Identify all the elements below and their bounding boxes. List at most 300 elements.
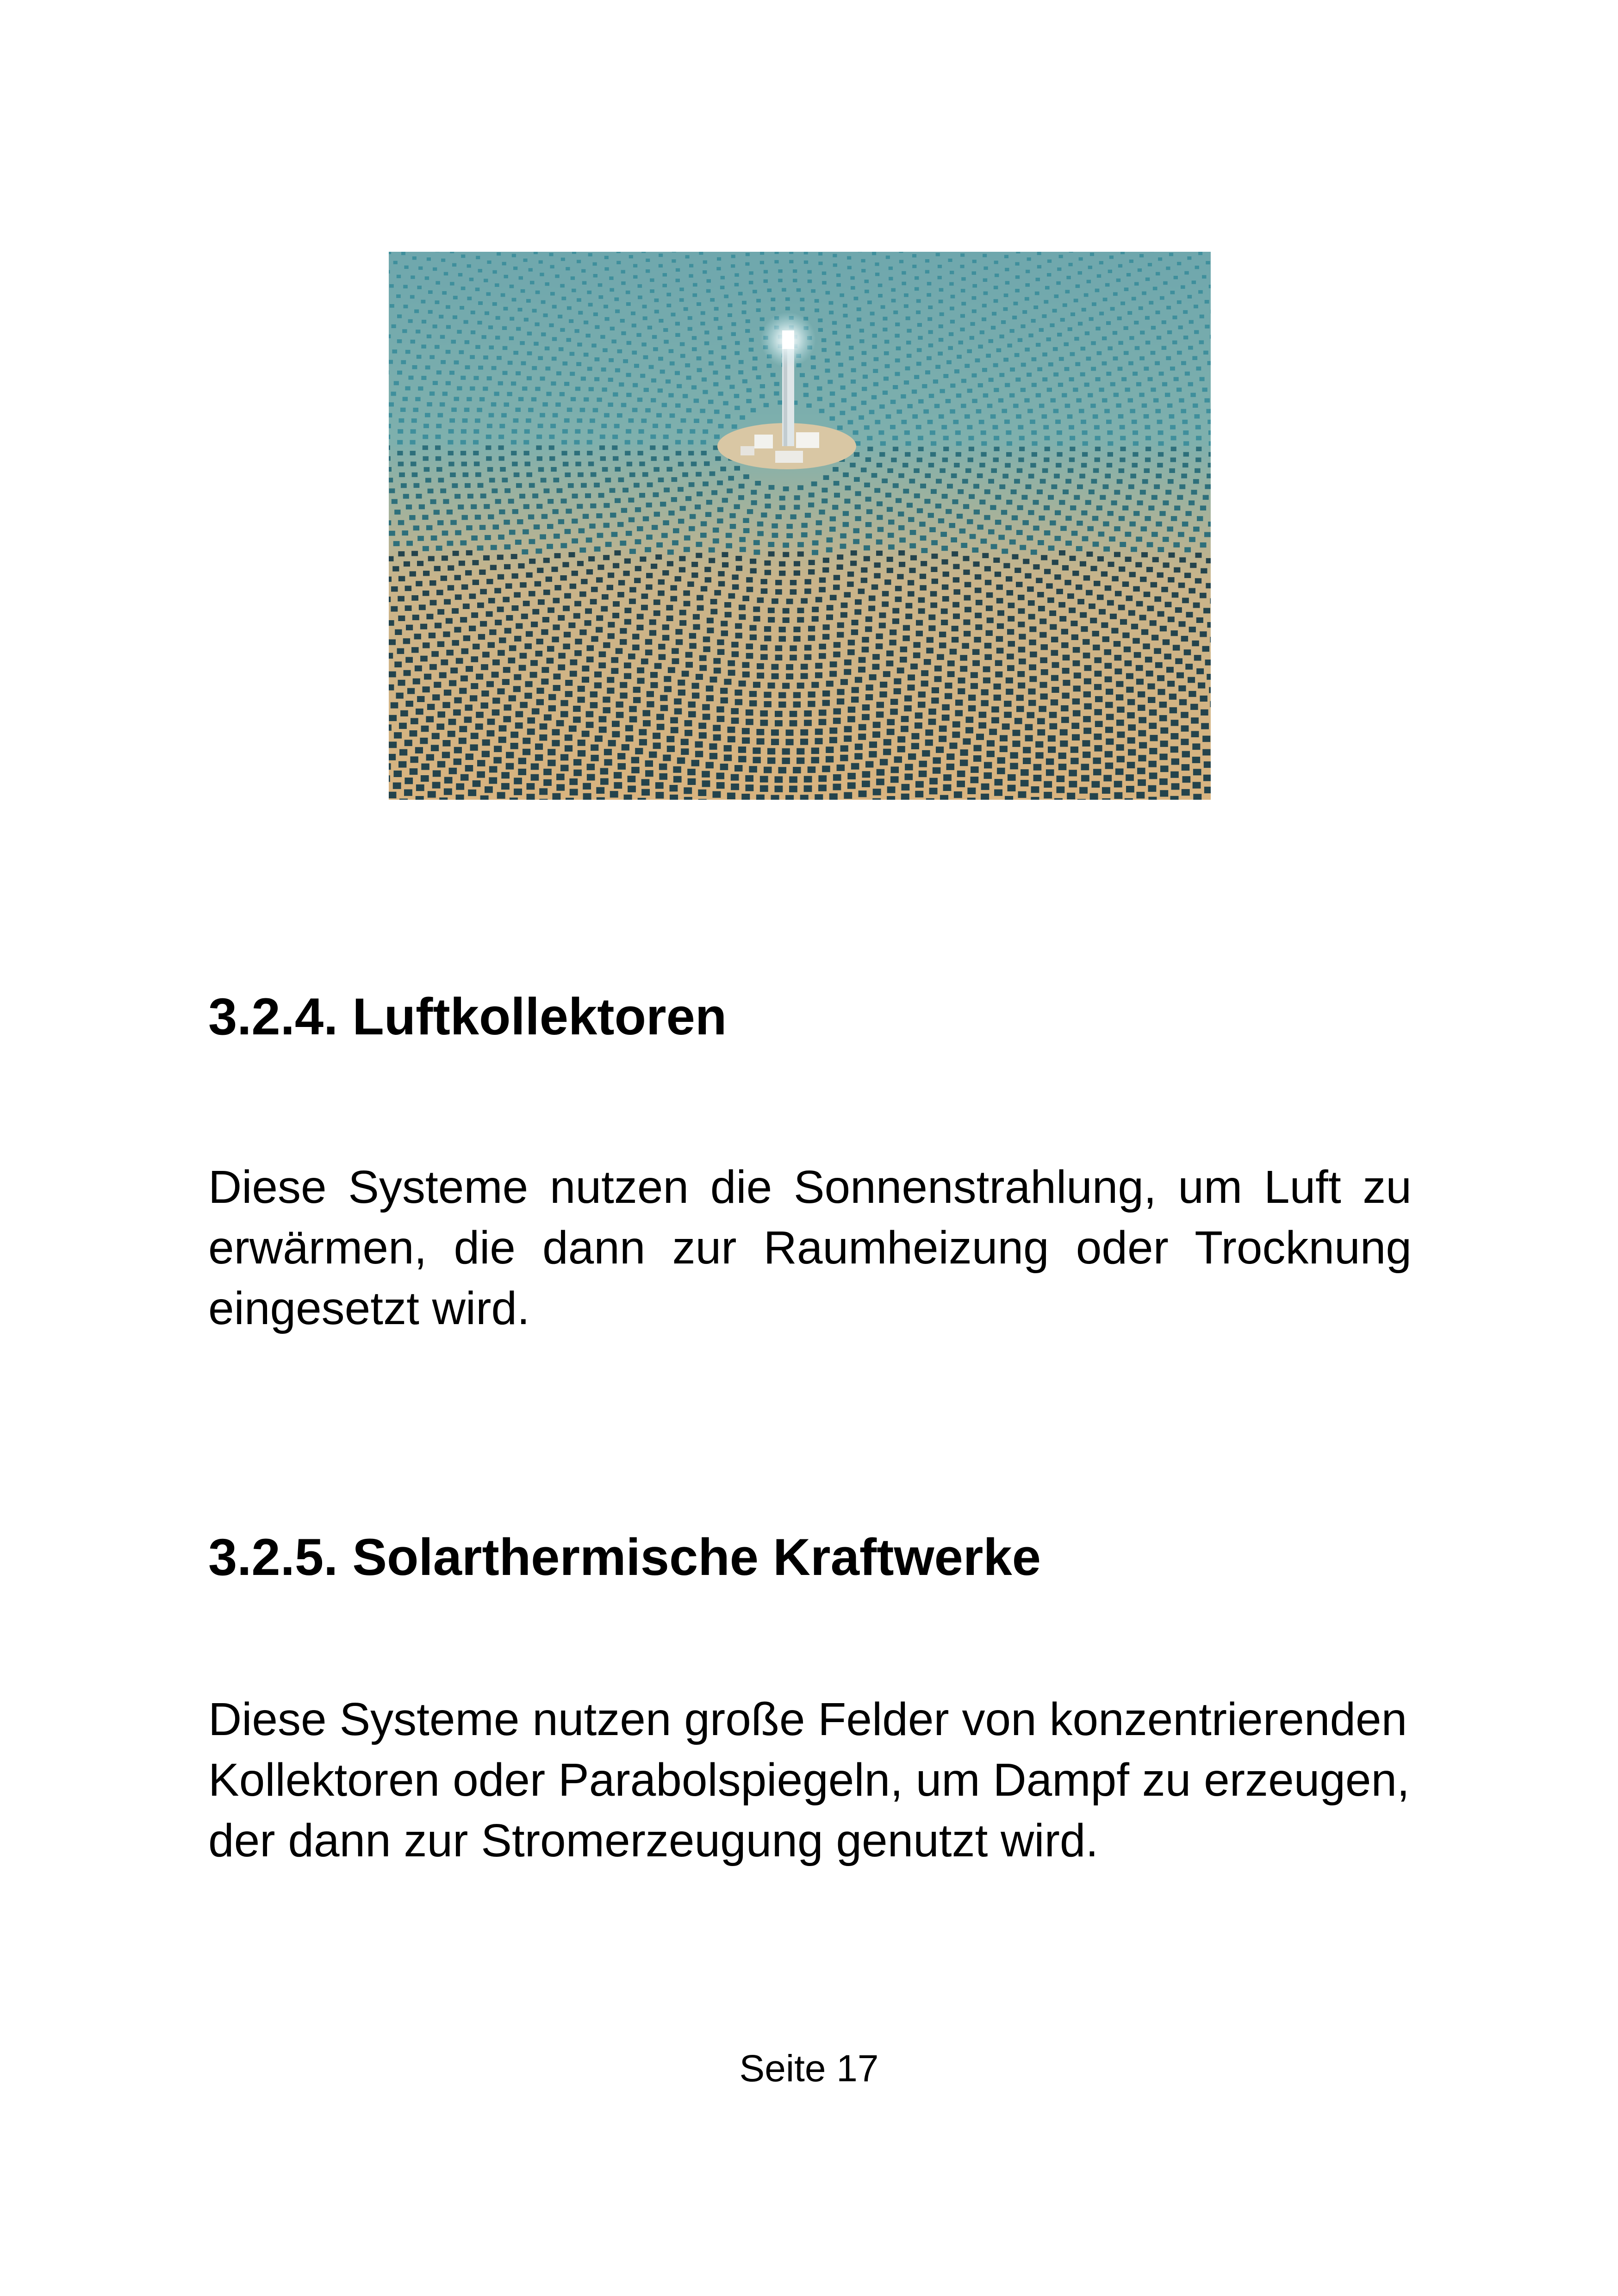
heliostat-mirror [1106,739,1114,745]
heliostat-mirror [713,725,721,731]
heliostat-mirror [389,684,394,691]
heliostat-mirror [420,656,428,662]
heliostat-mirror [1028,474,1034,479]
heliostat-mirror [682,473,688,477]
heliostat-mirror [554,585,561,591]
heliostat-mirror [930,452,936,457]
heliostat-mirror [617,349,622,354]
heliostat-mirror [821,498,828,504]
heliostat-mirror [529,539,535,544]
heliostat-mirror [1073,710,1081,716]
heliostat-mirror [551,381,556,386]
heliostat-mirror [1182,463,1189,467]
heliostat-mirror [492,302,497,306]
heliostat-mirror [475,345,480,349]
heliostat-mirror [523,529,529,535]
heliostat-mirror [786,599,793,604]
heliostat-mirror [1203,495,1209,500]
heliostat-mirror [643,710,651,716]
heliostat-mirror [859,415,864,419]
heliostat-mirror [651,379,656,383]
heliostat-mirror [897,746,905,753]
heliostat-mirror [746,577,753,583]
heliostat-mirror [915,791,923,797]
heliostat-mirror [950,271,954,274]
heliostat-mirror [667,561,673,566]
heliostat-mirror [789,260,793,263]
heliostat-mirror [594,682,602,688]
heliostat-mirror [591,343,597,347]
heliostat-mirror [688,327,692,331]
heliostat-mirror [1003,358,1008,362]
heliostat-mirror [793,636,800,641]
heliostat-mirror [815,728,823,735]
heliostat-mirror [716,706,724,712]
heliostat-mirror [1106,420,1112,424]
heliostat-mirror [1074,299,1078,302]
heliostat-mirror [875,420,880,424]
heliostat-mirror [843,314,848,317]
heliostat-mirror [869,674,877,680]
heliostat-mirror [1046,337,1051,341]
heliostat-mirror [1046,759,1054,765]
heliostat-mirror [504,403,510,407]
heliostat-mirror [398,596,404,602]
heliostat-mirror [398,616,405,621]
heliostat-mirror [454,397,459,401]
heliostat-mirror [790,580,797,585]
heliostat-mirror [1042,414,1047,418]
heliostat-mirror [1134,282,1139,286]
heliostat-mirror [1036,393,1041,398]
heliostat-mirror [790,646,797,651]
heliostat-mirror [1105,727,1113,733]
heliostat-mirror [975,574,981,580]
heliostat-mirror [568,622,575,628]
heliostat-mirror [902,271,906,275]
heliostat-mirror [1058,764,1067,770]
heliostat-mirror [640,374,645,378]
heliostat-mirror [506,615,513,621]
heliostat-mirror [893,447,898,451]
heliostat-mirror [481,691,489,697]
heliostat-mirror [714,410,720,414]
heliostat-mirror [389,284,394,288]
heliostat-mirror [952,499,958,504]
heliostat-mirror [412,256,417,260]
heliostat-mirror [883,749,891,755]
heliostat-mirror [683,394,688,398]
heliostat-mirror [389,556,394,561]
heliostat-mirror [520,702,528,708]
heliostat-mirror [942,596,949,602]
heliostat-mirror [1142,479,1148,484]
heliostat-mirror [543,779,552,786]
heliostat-mirror [861,401,867,405]
heliostat-mirror [432,733,440,740]
heliostat-mirror [410,451,416,455]
heliostat-mirror [854,753,862,759]
heliostat-mirror [423,642,430,648]
heliostat-mirror [596,513,602,518]
heliostat-mirror [1022,520,1029,525]
heliostat-mirror [1002,723,1010,729]
heliostat-mirror [1058,753,1066,759]
heliostat-mirror [624,673,631,679]
heliostat-mirror [778,279,783,282]
heliostat-mirror [428,290,433,294]
heliostat-mirror [738,370,743,374]
heliostat-mirror [993,363,998,367]
heliostat-mirror [637,667,644,673]
heliostat-mirror [685,255,690,258]
heliostat-mirror [909,543,916,548]
heliostat-mirror [646,585,653,590]
heliostat-mirror [905,441,911,446]
heliostat-mirror [979,463,985,467]
heliostat-mirror [639,493,645,498]
heliostat-mirror [848,640,855,645]
heliostat-mirror [1182,776,1191,783]
heliostat-mirror [436,370,442,374]
heliostat-mirror [783,542,789,548]
heliostat-mirror [666,304,671,307]
heliostat-mirror [475,287,480,291]
heliostat-mirror [901,420,907,424]
heliostat-mirror [683,591,690,596]
heliostat-mirror [653,424,658,429]
heliostat-mirror [1127,712,1135,718]
heliostat-mirror [852,392,857,397]
heliostat-mirror [1159,753,1167,760]
heliostat-mirror [604,749,612,755]
heliostat-mirror [675,404,681,408]
heliostat-mirror [822,700,830,706]
heliostat-mirror [1137,768,1145,774]
heliostat-mirror [929,778,938,784]
heliostat-mirror [659,773,667,780]
heliostat-mirror [873,789,881,795]
heliostat-mirror [786,533,793,538]
heliostat-mirror [1017,671,1025,677]
heliostat-mirror [1136,665,1143,671]
heliostat-mirror [569,726,577,732]
heliostat-mirror [526,631,533,637]
heliostat-mirror [1092,631,1099,636]
heliostat-mirror [1179,699,1187,705]
heliostat-mirror [555,274,559,278]
heliostat-mirror [473,440,479,445]
heliostat-mirror [642,305,647,308]
heliostat-mirror [1094,709,1102,715]
heliostat-mirror [467,297,472,300]
heliostat-mirror [960,749,968,756]
heliostat-mirror [778,767,787,773]
heliostat-mirror [939,632,946,637]
heliostat-mirror [1037,729,1045,736]
heliostat-mirror [866,684,873,691]
heliostat-mirror [1091,367,1096,371]
heliostat-mirror [936,253,940,256]
heliostat-mirror [411,340,416,343]
heliostat-mirror [465,765,473,772]
heliostat-mirror [411,461,417,466]
heliostat-mirror [767,758,775,764]
heliostat-mirror [790,711,797,717]
heliostat-mirror [637,440,643,445]
heliostat-mirror [446,618,453,624]
heliostat-mirror [536,504,542,509]
heliostat-mirror [707,419,713,423]
heliostat-mirror [479,525,486,530]
heliostat-mirror [809,492,815,497]
heliostat-mirror [446,305,450,309]
heliostat-mirror [397,371,402,375]
heliostat-mirror [1164,653,1171,660]
heliostat-mirror [1027,712,1035,718]
heliostat-mirror [760,645,768,650]
heliostat-mirror [771,795,779,800]
heliostat-mirror [797,608,804,613]
heliostat-mirror [918,691,926,697]
heliostat-mirror [470,355,475,359]
heliostat-mirror [561,451,567,455]
heliostat-mirror [775,786,783,792]
heliostat-mirror [573,613,580,619]
heliostat-mirror [438,478,444,482]
heliostat-mirror [1207,674,1211,680]
heliostat-mirror [681,418,686,423]
heliostat-mirror [1119,468,1125,473]
heliostat-mirror [898,473,904,478]
heliostat-mirror [1156,473,1162,478]
heliostat-mirror [691,572,698,578]
heliostat-mirror [524,643,532,649]
heliostat-mirror [679,287,684,291]
heliostat-mirror [941,609,948,614]
heliostat-mirror [426,716,434,722]
heliostat-mirror [424,467,430,472]
heliostat-mirror [397,275,401,279]
heliostat-mirror [527,351,532,355]
heliostat-mirror [706,500,712,505]
heliostat-mirror [760,317,765,321]
heliostat-mirror [1056,281,1061,285]
heliostat-mirror [553,685,560,691]
heliostat-mirror [629,517,635,523]
heliostat-mirror [981,700,989,706]
heliostat-mirror [649,752,657,758]
heliostat-mirror [692,336,697,340]
heliostat-mirror [1035,752,1043,759]
heliostat-mirror [938,276,942,280]
heliostat-mirror [435,445,441,450]
heliostat-mirror [1203,775,1211,781]
heliostat-mirror [420,738,428,744]
heliostat-mirror [1108,511,1114,516]
heliostat-mirror [1181,725,1189,732]
heliostat-mirror [462,515,468,520]
heliostat-mirror [429,355,435,359]
heliostat-mirror [1057,333,1062,336]
heliostat-mirror [1150,620,1157,626]
heliostat-mirror [487,719,495,725]
heliostat-mirror [979,420,984,424]
heliostat-mirror [540,377,545,381]
heliostat-mirror [927,356,932,361]
heliostat-mirror [1015,289,1020,292]
heliostat-mirror [548,749,555,755]
heliostat-mirror [651,398,656,402]
heliostat-mirror [843,473,849,477]
heliostat-mirror [547,544,553,549]
heliostat-mirror [738,495,744,500]
heliostat-mirror [948,346,953,350]
heliostat-mirror [971,766,979,773]
heliostat-mirror [697,368,702,372]
heliostat-mirror [448,566,454,571]
heliostat-mirror [1179,557,1186,562]
heliostat-mirror [1047,597,1054,603]
heliostat-mirror [1170,425,1176,429]
heliostat-mirror [930,603,937,608]
heliostat-mirror [691,760,699,766]
heliostat-mirror [502,262,506,265]
heliostat-mirror [553,673,560,679]
heliostat-mirror [703,390,708,394]
heliostat-mirror [694,419,699,423]
heliostat-mirror [775,589,782,595]
heliostat-mirror [695,504,701,510]
heliostat-mirror [456,784,464,790]
heliostat-mirror [461,376,466,380]
heliostat-mirror [391,392,396,396]
heliostat-mirror [1016,706,1024,712]
heliostat-mirror [1154,648,1161,654]
heliostat-mirror [484,279,488,282]
heliostat-mirror [976,734,984,740]
heliostat-mirror [1128,398,1133,402]
heliostat-mirror [487,424,492,429]
heliostat-mirror [1151,582,1157,588]
heliostat-mirror [1047,388,1052,392]
heliostat-mirror [518,769,526,775]
heliostat-mirror [626,302,631,306]
heliostat-mirror [995,672,1002,678]
heliostat-mirror [646,503,652,508]
heliostat-mirror [410,440,416,445]
heliostat-mirror [761,512,767,517]
heliostat-mirror [535,581,541,587]
heliostat-mirror [895,323,900,326]
heliostat-mirror [658,478,664,482]
heliostat-mirror [749,691,757,697]
heliostat-mirror [449,680,456,686]
heliostat-mirror [482,751,490,757]
heliostat-mirror [1098,532,1105,537]
heliostat-mirror [991,468,997,473]
heliostat-mirror [1064,342,1069,346]
heliostat-mirror [610,513,616,518]
heliostat-mirror [664,488,670,492]
heliostat-mirror [707,279,711,283]
heliostat-mirror [524,451,529,455]
heliostat-mirror [427,704,435,710]
heliostat-mirror [895,359,900,363]
heliostat-mirror [1012,554,1019,559]
heliostat-mirror [532,609,539,615]
heliostat-mirror [771,373,776,377]
heliostat-mirror [907,354,912,358]
heliostat-mirror [838,363,843,367]
heliostat-mirror [429,664,437,670]
heliostat-mirror [947,671,955,677]
heliostat-mirror [684,787,692,794]
heliostat-mirror [477,603,484,608]
heliostat-mirror [888,533,894,538]
heliostat-mirror [552,637,559,642]
heliostat-mirror [1184,271,1189,275]
heliostat-mirror [886,660,894,666]
heliostat-mirror [1208,452,1211,457]
heliostat-mirror [920,484,926,488]
heliostat-mirror [921,681,928,687]
heliostat-mirror [452,263,456,267]
heliostat-mirror [473,451,479,455]
heliostat-mirror [477,760,485,766]
heliostat-mirror [1210,310,1211,313]
heliostat-mirror [721,621,728,626]
heliostat-mirror [446,650,454,656]
heliostat-mirror [443,631,450,637]
heliostat-mirror [501,413,507,417]
heliostat-mirror [643,720,651,726]
heliostat-mirror [884,739,891,746]
heliostat-mirror [461,676,468,682]
heliostat-mirror [874,357,879,361]
heliostat-mirror [682,671,689,677]
heliostat-mirror [589,387,594,391]
heliostat-mirror [965,414,970,418]
heliostat-mirror [978,383,983,387]
heliostat-mirror [865,522,872,527]
heliostat-mirror [1008,603,1015,608]
heliostat-mirror [872,654,880,660]
heliostat-mirror [666,616,673,621]
heliostat-mirror [603,707,611,713]
heliostat-mirror [1131,624,1138,629]
heliostat-mirror [978,722,986,728]
heliostat-mirror [394,381,399,385]
heliostat-mirror [911,733,919,740]
heliostat-mirror [1078,271,1082,275]
heliostat-mirror [418,267,423,270]
heliostat-mirror [1070,505,1076,510]
heliostat-mirror [1082,740,1090,747]
heliostat-mirror [927,293,931,297]
heliostat-mirror [953,420,958,424]
heliostat-mirror [673,776,682,783]
heliostat-mirror [1165,393,1170,397]
heliostat-mirror [910,664,918,670]
heliostat-mirror [965,468,971,473]
heliostat-mirror [1188,295,1192,299]
heliostat-mirror [862,771,871,778]
heliostat-mirror [538,467,544,472]
heliostat-mirror [904,380,909,385]
heliostat-mirror [637,614,644,619]
heliostat-mirror [725,376,730,380]
